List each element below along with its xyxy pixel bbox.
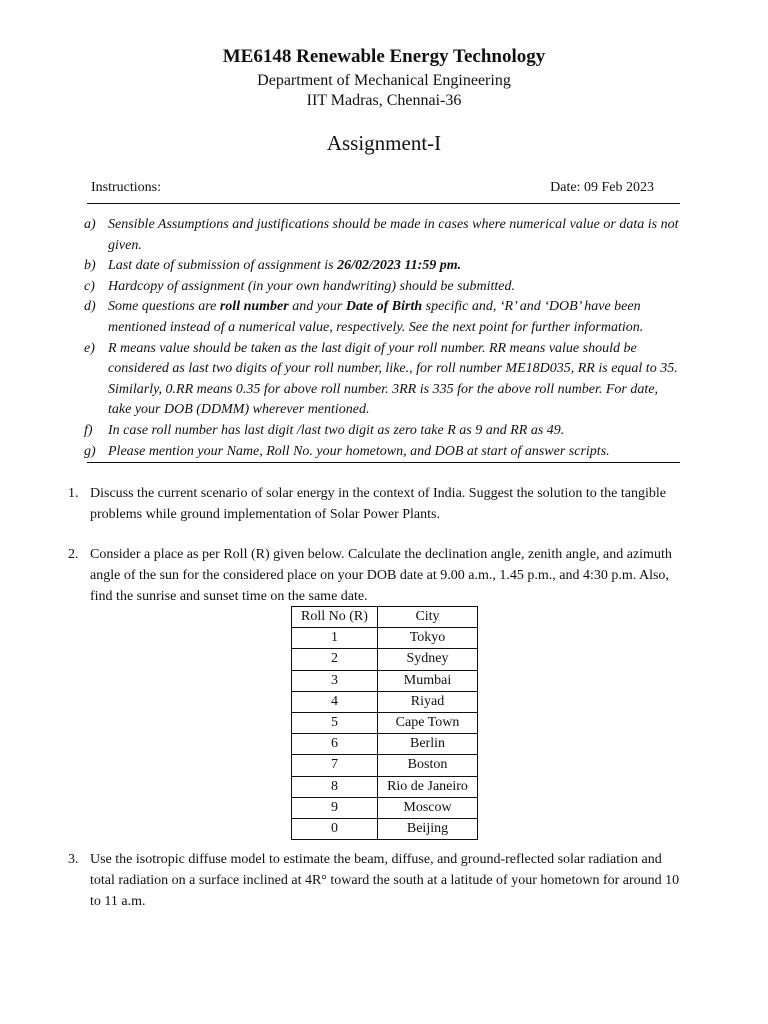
roll-cell: 8 [292,776,378,797]
question-number: 2. [68,547,79,562]
roll-cell: 5 [292,712,378,733]
table-row [292,670,478,691]
emphasis-date-of-birth: Date of Birth [345,299,423,315]
table-row [292,818,478,839]
city-cell: Sydney [378,649,478,670]
city-cell: Tokyo [378,628,478,649]
instruction-label: b) [84,258,96,274]
instruction-item [84,215,684,256]
column-header-roll: Roll No (R) [292,607,378,628]
city-cell: Riyad [378,691,478,712]
table-row [292,712,478,733]
question-text: Use the isotropic diffuse model to estimate the beam, diffuse, and ground-reflected solar radiation and total radiation on a surface inclined at 4R° toward the south at a latitude of your hometown for around 10 to 11 a.m. [90,852,680,909]
divider-top [87,203,680,204]
table-row [292,776,478,797]
instruction-text: Sensible Assumptions and justifications should be made in cases where numerical value or data is not given. [108,217,679,253]
roll-cell: 9 [292,797,378,818]
divider-bottom [87,462,680,463]
city-cell: Beijing [378,818,478,839]
roll-cell: 6 [292,734,378,755]
question-number: 1. [68,486,79,501]
question-text: Discuss the current scenario of solar energy in the context of India. Suggest the solution to the tangible problems while ground implementation of Solar Power Plants. [90,486,666,522]
table-row [292,691,478,712]
instruction-text: Hardcopy of assignment (in your own handwriting) should be submitted. [108,278,516,294]
table-row [292,628,478,649]
roll-cell: 1 [292,628,378,649]
department-name: Department of Mechanical Engineering [257,72,511,89]
city-cell: Moscow [378,797,478,818]
instructions-label: Instructions: [91,180,161,195]
city-cell: Mumbai [378,670,478,691]
instruction-label: g) [84,443,96,459]
table-row [292,734,478,755]
question-2 [68,545,684,607]
instruction-text: Please mention your Name, Roll No. your hometown, and DOB at start of answer scripts. [108,443,610,459]
instructions-list [84,215,684,462]
roll-cell: 4 [292,691,378,712]
city-cell: Boston [378,755,478,776]
roll-cell: 0 [292,818,378,839]
instruction-label: a) [84,217,96,232]
instruction-item [84,256,684,277]
institute-name: IIT Madras, Chennai-36 [306,92,462,109]
city-cell: Cape Town [378,712,478,733]
meta-row [91,180,654,196]
roll-cell: 7 [292,755,378,776]
question-number: 3. [68,852,79,867]
emphasis-roll-number: roll number [219,299,289,315]
question-text: Consider a place as per Roll (R) given below. Calculate the declination angle, zenith angle, and azimuth angle of the sun for the considered place on your DOB date at 9.00 a.m., 1.45 p.m., and 4:30 p.m. Also, find the sunrise and sunset time on the same date. [90,547,672,604]
date-label: Date: 09 Feb 2023 [550,180,654,195]
roll-city-table [291,606,478,840]
instruction-text: R means value should be taken as the last digit of your roll number. RR means value should be considered as last two digits of your roll number, like., for roll number ME18D035, RR is equal to 35. Similarly, 0.RR means 0.35 for above roll number. 3RR is 335 for the above roll number. For date, take your DOB (DDMM) wherever mentioned. [108,340,678,418]
table-row [292,755,478,776]
city-cell: Rio de Janeiro [378,776,478,797]
instruction-text: In case roll number has last digit /last two digit as zero take R as 9 and RR as 49. [108,422,565,438]
deadline: 26/02/2023 11:59 pm. [337,258,462,274]
column-header-city: City [378,607,478,628]
instruction-text: specific and, ‘R’ and ‘DOB’ have been mentioned instead of a numerical value, respectively. See the next point for further information. [108,299,644,335]
assignment-title: Assignment-I [326,131,442,155]
instruction-label: d) [84,299,96,315]
table-row [292,649,478,670]
instruction-text: and your [288,299,346,315]
instruction-text: Last date of submission of assignment is [108,258,338,274]
roll-cell: 3 [292,670,378,691]
instruction-label: c) [84,278,95,294]
instruction-label: e) [84,340,95,356]
question-1 [68,484,684,526]
table-header-row [292,607,478,628]
instruction-item [84,297,684,338]
instruction-text: Some questions are [108,299,220,315]
instruction-item [84,442,684,463]
instruction-item [84,421,684,442]
city-cell: Berlin [378,734,478,755]
instruction-item [84,339,684,421]
course-title: ME6148 Renewable Energy Technology [222,46,546,67]
instruction-label: f) [84,422,93,438]
roll-cell: 2 [292,649,378,670]
question-3 [68,850,684,912]
table-row [292,797,478,818]
instruction-item [84,277,684,298]
